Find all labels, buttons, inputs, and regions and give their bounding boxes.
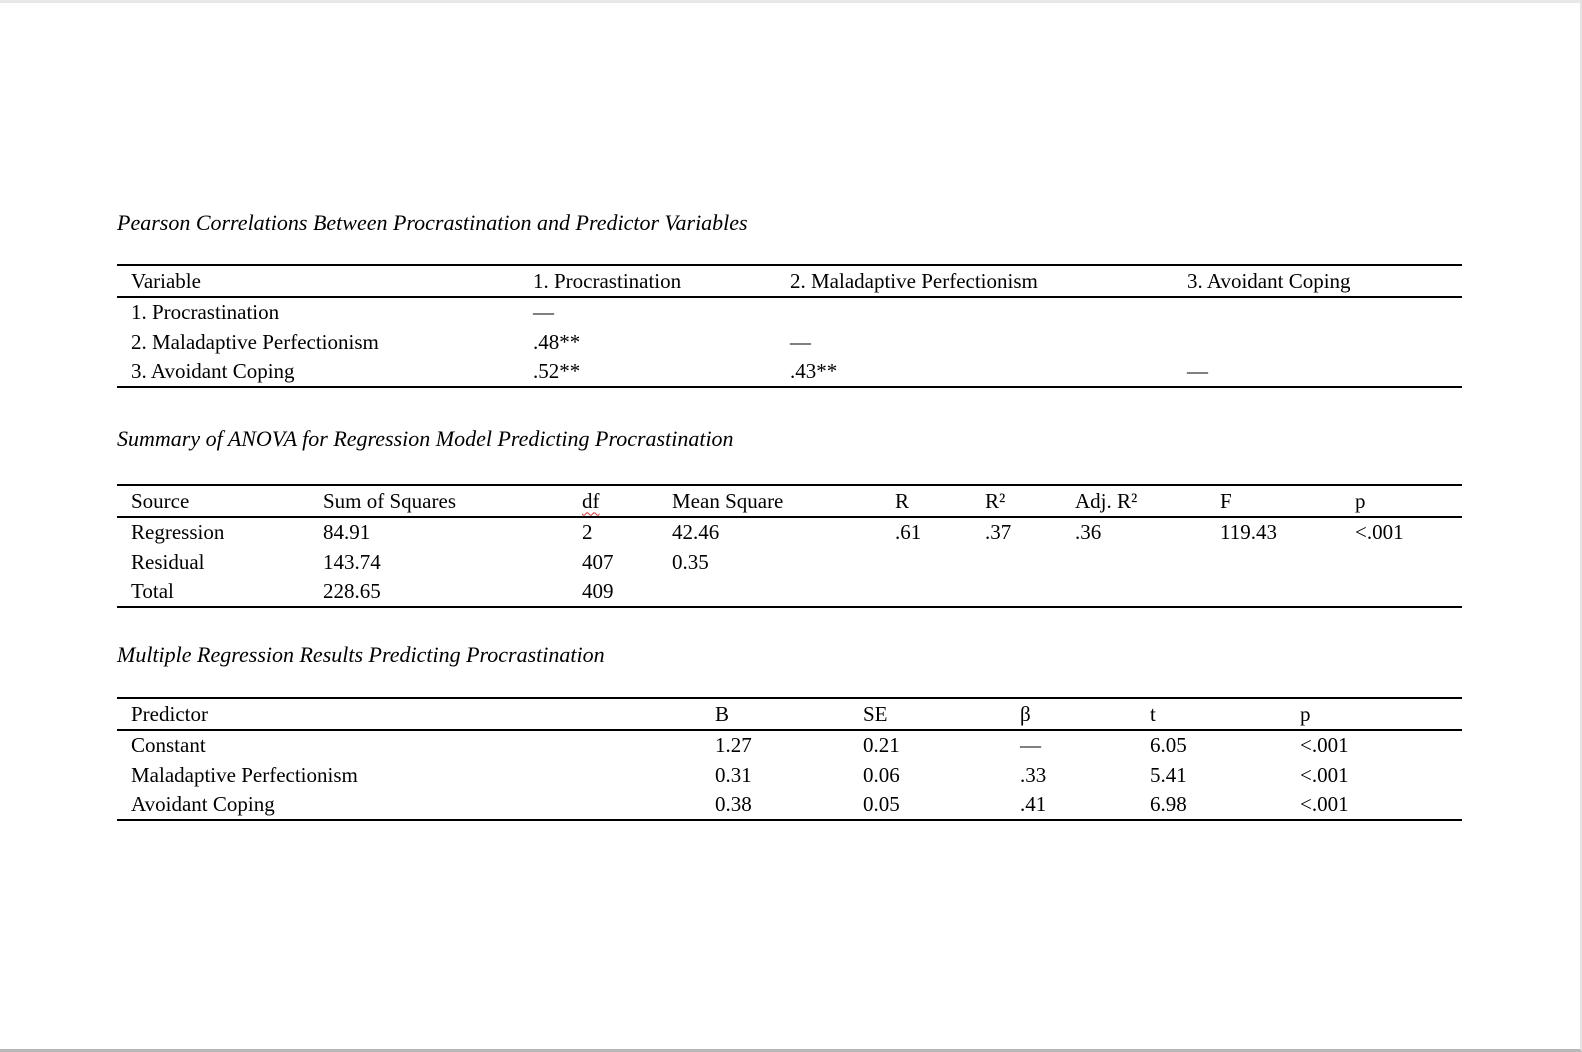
column-header: F (1206, 485, 1341, 517)
table-row (117, 577, 1462, 607)
header-row (117, 698, 1462, 730)
column-header: Predictor (117, 698, 701, 730)
table-cell: 228.65 (309, 577, 568, 607)
table-cell: <.001 (1355, 520, 1404, 544)
table-cell: 1.27 (715, 733, 752, 757)
table-cell: .43** (776, 357, 1173, 387)
table-cell (1061, 577, 1206, 607)
table-cell: 119.43 (1220, 520, 1277, 544)
table-row (117, 327, 1462, 357)
table-row (117, 547, 1462, 577)
column-header: Adj. R² (1061, 485, 1206, 517)
table-cell (1206, 547, 1341, 577)
table-cell: 407 (582, 549, 614, 574)
table-cell: Avoidant Coping (117, 790, 701, 820)
table-cell: 0.35 (672, 549, 709, 574)
spellcheck-underline: df (582, 488, 600, 513)
table-cell (881, 547, 971, 577)
table-cell: 0.05 (849, 790, 1006, 820)
column-header: Mean Square (658, 485, 881, 517)
regression-table-title: Multiple Regression Results Predicting Procrastination (117, 642, 605, 667)
table-cell: 2 (582, 520, 593, 544)
column-header: 3. Avoidant Coping (1173, 265, 1462, 297)
table-cell: 3. Avoidant Coping (117, 357, 519, 387)
table-cell: .41 (1006, 790, 1136, 820)
table-cell: .37 (985, 520, 1012, 544)
table-cell: Maladaptive Perfectionism (131, 762, 358, 787)
column-header: R (881, 485, 971, 517)
column-header: p (1286, 698, 1462, 730)
table-cell: .33 (1020, 762, 1047, 787)
header-row (117, 265, 1462, 297)
correlation-table (117, 264, 1462, 388)
table-cell: 0.21 (863, 733, 900, 757)
table-cell: .61 (895, 520, 922, 544)
column-header: SE (849, 698, 1006, 730)
table-cell: 143.74 (323, 549, 381, 574)
table-cell: 6.98 (1136, 790, 1286, 820)
correlation-table-title: Pearson Correlations Between Procrastination and Predictor Variables (117, 210, 748, 235)
regression-table (117, 697, 1462, 821)
table-cell: .52** (519, 357, 776, 387)
table-cell: Regression (131, 520, 225, 544)
table-cell (1341, 577, 1462, 607)
table-cell (971, 547, 1061, 577)
table-cell: <.001 (1300, 762, 1349, 787)
table-cell: <.001 (1300, 733, 1349, 757)
table-cell: .48** (533, 329, 581, 354)
table-cell: 84.91 (323, 520, 371, 544)
column-header: 1. Procrastination (519, 265, 776, 297)
table-row (117, 357, 1462, 387)
table-cell: .36 (1075, 520, 1102, 544)
table-row (117, 517, 1462, 547)
table-row (117, 297, 1462, 327)
header-row (117, 485, 1462, 517)
table-cell (881, 577, 971, 607)
table-cell: 5.41 (1150, 762, 1187, 787)
table-cell (658, 577, 881, 607)
column-header: B (701, 698, 849, 730)
table-cell: Constant (131, 733, 206, 757)
column-header: Source (117, 485, 309, 517)
table-row (117, 760, 1462, 790)
table-row (117, 730, 1462, 760)
table-cell (1173, 327, 1462, 357)
table-cell (1206, 577, 1341, 607)
table-row (117, 790, 1462, 820)
table-cell: 1. Procrastination (131, 300, 280, 324)
table-cell (971, 577, 1061, 607)
table-cell (1341, 547, 1462, 577)
table-cell: — (790, 329, 811, 354)
column-header (568, 485, 658, 517)
table-cell (776, 297, 1173, 327)
table-cell: 0.38 (701, 790, 849, 820)
table-cell: 42.46 (672, 520, 720, 544)
anova-table-title: Summary of ANOVA for Regression Model Predicting Procrastination (117, 426, 734, 451)
table-cell (1061, 547, 1206, 577)
column-header: t (1136, 698, 1286, 730)
table-cell: 6.05 (1150, 733, 1187, 757)
column-header: β (1006, 698, 1136, 730)
table-cell: — (1173, 357, 1462, 387)
table-cell: 409 (568, 577, 658, 607)
table-cell: Total (117, 577, 309, 607)
table-cell: 0.31 (715, 762, 752, 787)
table-cell: 2. Maladaptive Perfectionism (131, 329, 379, 354)
table-cell: 0.06 (863, 762, 900, 787)
column-header: p (1341, 485, 1462, 517)
column-header: R² (971, 485, 1061, 517)
table-cell: — (533, 300, 554, 324)
table-cell (1173, 297, 1462, 327)
column-header: Sum of Squares (309, 485, 568, 517)
table-cell: — (1020, 733, 1041, 757)
anova-table (117, 484, 1462, 608)
table-cell: <.001 (1286, 790, 1462, 820)
table-cell: Residual (131, 549, 205, 574)
column-header: 2. Maladaptive Perfectionism (776, 265, 1173, 297)
column-header: Variable (117, 265, 519, 297)
